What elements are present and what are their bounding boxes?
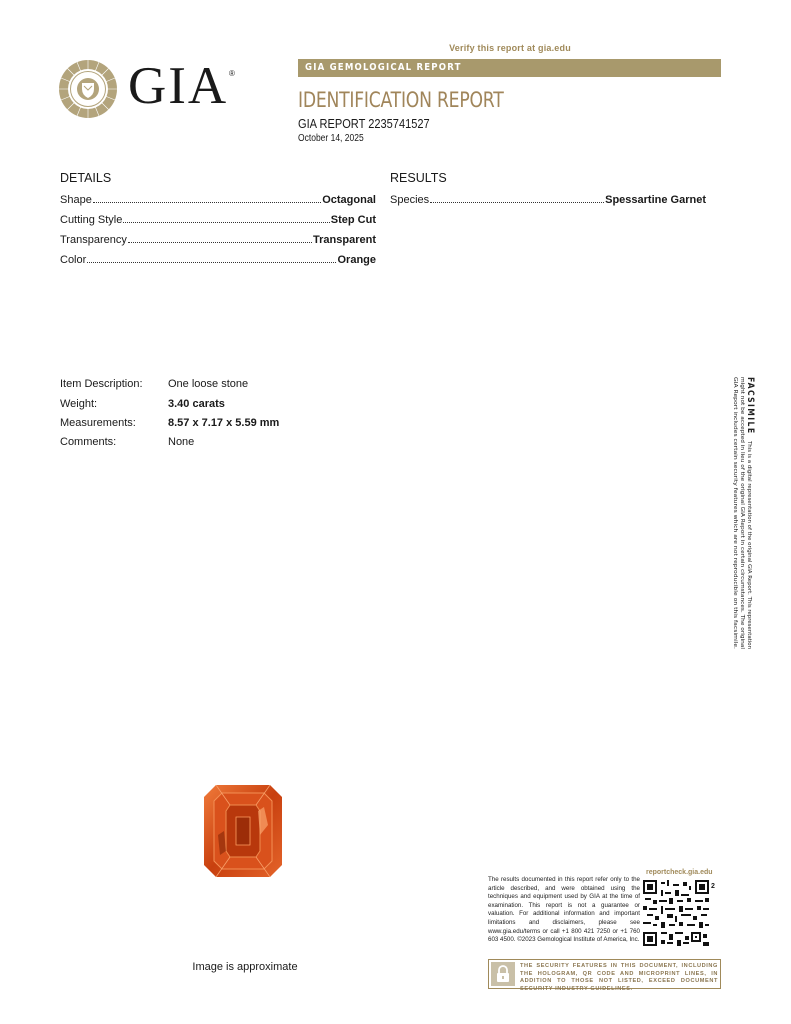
item-description-label: Item Description: <box>60 378 143 390</box>
security-lock-icon <box>491 962 515 986</box>
facsimile-line-3: GIA Report includes certain security features which are not reproducible on this facsimile. <box>732 377 738 587</box>
report-number: GIA REPORT 2235741527 <box>298 116 430 131</box>
disclaimer-text: The results documented in this report refer only to the article described, and were obtained using the techniques and equipment used by GIA at the time of examination. This report is not a guarantee or valuation. For additional information and important limitations and disclaimers, please see www.gia.edu/terms or call +1 800 421 7250 or +1 760 603 4500. ©2023 Gemological Institute of America, Inc. <box>488 876 640 944</box>
measurements-label: Measurements: <box>60 417 136 429</box>
weight-value: 3.40 carats <box>168 398 225 410</box>
facsimile-notice <box>728 377 758 649</box>
detail-row-cutting-style <box>60 212 376 226</box>
security-notice <box>488 959 721 992</box>
weight-label: Weight: <box>60 398 98 410</box>
reportcheck-link[interactable]: reportcheck.gia.edu <box>646 869 713 876</box>
detail-row-transparency <box>60 232 376 246</box>
facsimile-line-2: might not be accepted in lieu of the original GIA Report in certain circumstances. The original <box>739 377 745 596</box>
dot-leader <box>128 242 312 243</box>
verify-link[interactable]: Verify this report at gia.edu <box>449 43 571 53</box>
detail-value: Octagonal <box>322 194 376 206</box>
gia-seal-logo <box>58 59 118 119</box>
detail-label: Shape <box>60 194 92 206</box>
qr-page-number: 2 <box>711 883 715 890</box>
item-description-value: One loose stone <box>168 378 249 390</box>
registered-mark: ® <box>229 69 235 78</box>
facsimile-line-1: This is a digital representation of the original GIA Report. This representation <box>746 441 752 621</box>
details-heading: DETAILS <box>60 171 112 185</box>
report-title: IDENTIFICATION REPORT <box>298 88 504 112</box>
detail-label: Color <box>60 254 87 266</box>
security-text: THE SECURITY FEATURES IN THIS DOCUMENT, INCLUDING THE HOLOGRAM, QR CODE AND MICROPRINT LINES, IN ADDITION TO THOSE NOT LISTED, EXCEED DOCUMENT SECURITY INDUSTRY GUIDELINES. <box>520 963 718 992</box>
facsimile-heading: FACSIMILE <box>745 377 755 435</box>
detail-row-color <box>60 252 376 266</box>
dot-leader <box>430 202 604 203</box>
result-label: Species <box>390 194 430 206</box>
report-type-band <box>298 59 721 77</box>
detail-label: Cutting Style <box>60 214 123 226</box>
detail-value: Step Cut <box>330 214 376 226</box>
detail-row-shape <box>60 192 376 206</box>
report-type-label: GIA GEMOLOGICAL REPORT <box>305 62 462 73</box>
report-date: October 14, 2025 <box>298 133 364 144</box>
gia-logo-text: GIA <box>128 57 229 115</box>
results-list <box>390 192 706 206</box>
dot-leader <box>123 222 329 223</box>
dot-leader <box>93 202 321 203</box>
detail-value: Orange <box>337 254 376 266</box>
result-value: Spessartine Garnet <box>605 194 706 206</box>
gemstone-image <box>204 785 282 877</box>
result-row-species <box>390 192 706 206</box>
image-caption: Image is approximate <box>192 961 298 973</box>
measurements-value: 8.57 x 7.17 x 5.59 mm <box>168 417 280 429</box>
detail-value: Transparent <box>313 234 376 246</box>
results-heading: RESULTS <box>390 171 447 185</box>
details-list <box>60 192 376 266</box>
comments-value: None <box>168 436 195 448</box>
dot-leader <box>87 262 336 263</box>
qr-code[interactable] <box>643 880 709 946</box>
detail-label: Transparency <box>60 234 127 246</box>
comments-label: Comments: <box>60 436 117 448</box>
